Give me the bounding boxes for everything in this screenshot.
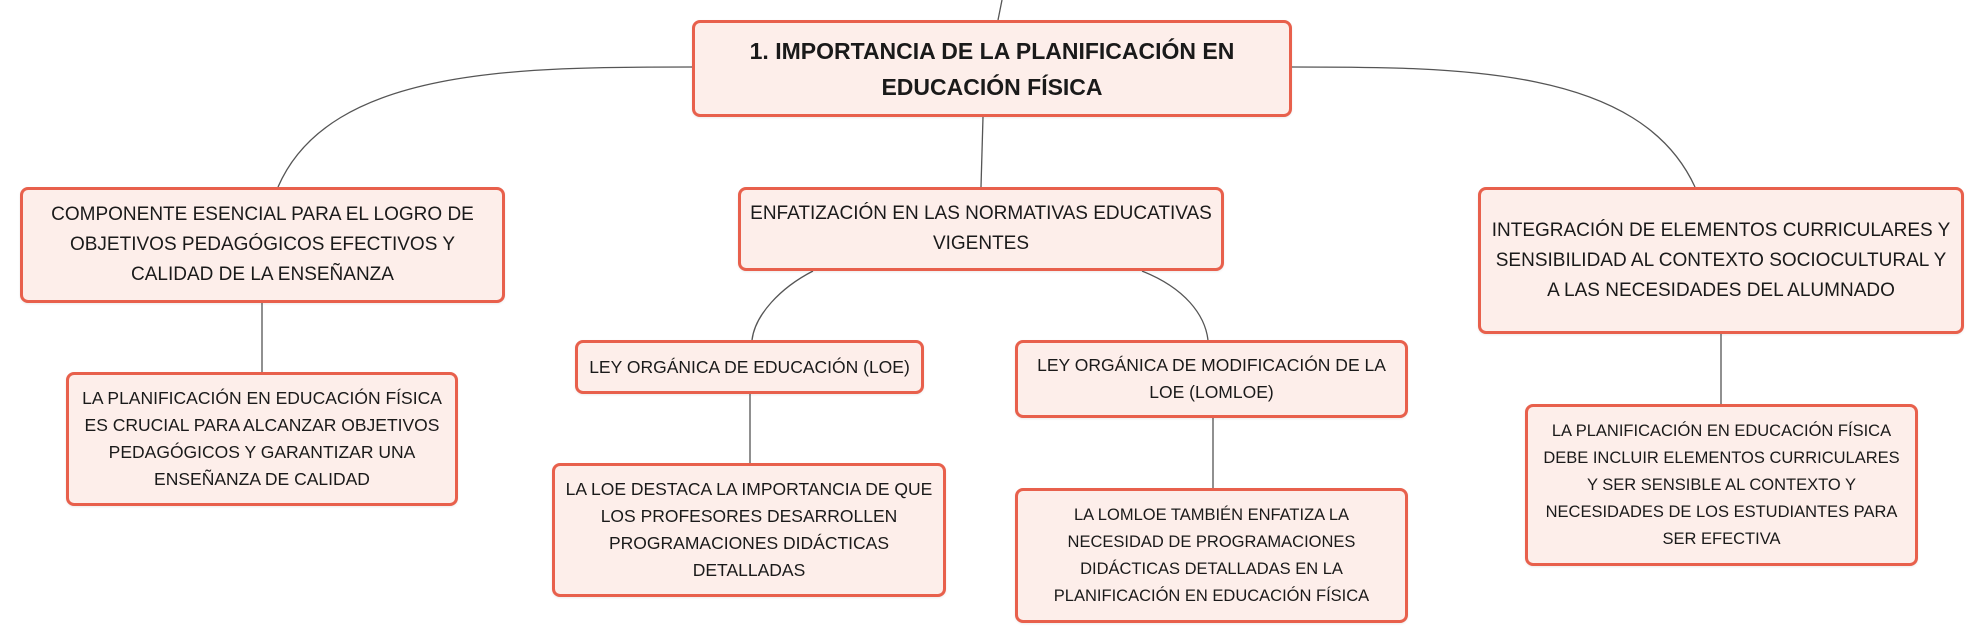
connector-root-to-componente xyxy=(278,67,692,187)
topic-lomloe-detalle[interactable] xyxy=(1015,488,1408,623)
topic-integracion-detalle[interactable] xyxy=(1525,404,1918,566)
topic-lomloe-text: LEY ORGÁNICA DE MODIFICACIÓN DE LA LOE (LOMLOE) xyxy=(1037,355,1386,402)
topic-normativas-educativas-text: ENFATIZACIÓN EN LAS NORMATIVAS EDUCATIVAS VIGENTES xyxy=(750,203,1212,254)
topic-normativas-educativas[interactable] xyxy=(738,187,1224,271)
root-topic-node[interactable] xyxy=(692,20,1292,117)
connector-normativas-to-loe xyxy=(752,271,813,340)
topic-componente-detalle[interactable] xyxy=(66,372,458,506)
topic-componente-detalle-text: LA PLANIFICACIÓN EN EDUCACIÓN FÍSICA ES CRUCIAL PARA ALCANZAR OBJETIVOS PEDAGÓGICOS Y GARANTIZAR UNA ENSEÑANZA DE CALIDAD xyxy=(82,388,442,489)
topic-loe-detalle[interactable] xyxy=(552,463,946,597)
connector-parent-stub xyxy=(998,0,1002,20)
topic-componente-esencial-text: COMPONENTE ESENCIAL PARA EL LOGRO DE OBJETIVOS PEDAGÓGICOS EFECTIVOS Y CALIDAD DE LA ENSEÑANZA xyxy=(51,204,474,285)
connector-root-to-normativas xyxy=(981,117,983,187)
root-topic-text: 1. IMPORTANCIA DE LA PLANIFICACIÓN EN EDUCACIÓN FÍSICA xyxy=(749,37,1235,100)
topic-integracion-detalle-text: LA PLANIFICACIÓN EN EDUCACIÓN FÍSICA DEBE INCLUIR ELEMENTOS CURRICULARES Y SER SENSIBLE AL CONTEXTO Y NECESIDADES DE LOS ESTUDIANTES PARA SER EFECTIVA xyxy=(1543,421,1900,548)
topic-loe-detalle-text: LA LOE DESTACA LA IMPORTANCIA DE QUE LOS PROFESORES DESARROLLEN PROGRAMACIONES DIDÁCTICAS DETALLADAS xyxy=(565,479,933,580)
topic-lomloe[interactable] xyxy=(1015,340,1408,418)
connector-root-to-integracion xyxy=(1292,67,1695,187)
topic-integracion-curricular[interactable] xyxy=(1478,187,1964,334)
topic-lomloe-detalle-text: LA LOMLOE TAMBIÉN ENFATIZA LA NECESIDAD DE PROGRAMACIONES DIDÁCTICAS DETALLADAS EN LA PLANIFICACIÓN EN EDUCACIÓN FÍSICA xyxy=(1053,505,1370,605)
connector-normativas-to-lomloe xyxy=(1142,271,1208,340)
topic-loe-text: LEY ORGÁNICA DE EDUCACIÓN (LOE) xyxy=(589,356,910,377)
topic-componente-esencial[interactable] xyxy=(20,187,505,303)
topic-integracion-curricular-text: INTEGRACIÓN DE ELEMENTOS CURRICULARES Y SENSIBILIDAD AL CONTEXTO SOCIOCULTURAL Y A LAS NECESIDADES DEL ALUMNADO xyxy=(1491,219,1951,301)
topic-loe[interactable] xyxy=(575,340,924,394)
